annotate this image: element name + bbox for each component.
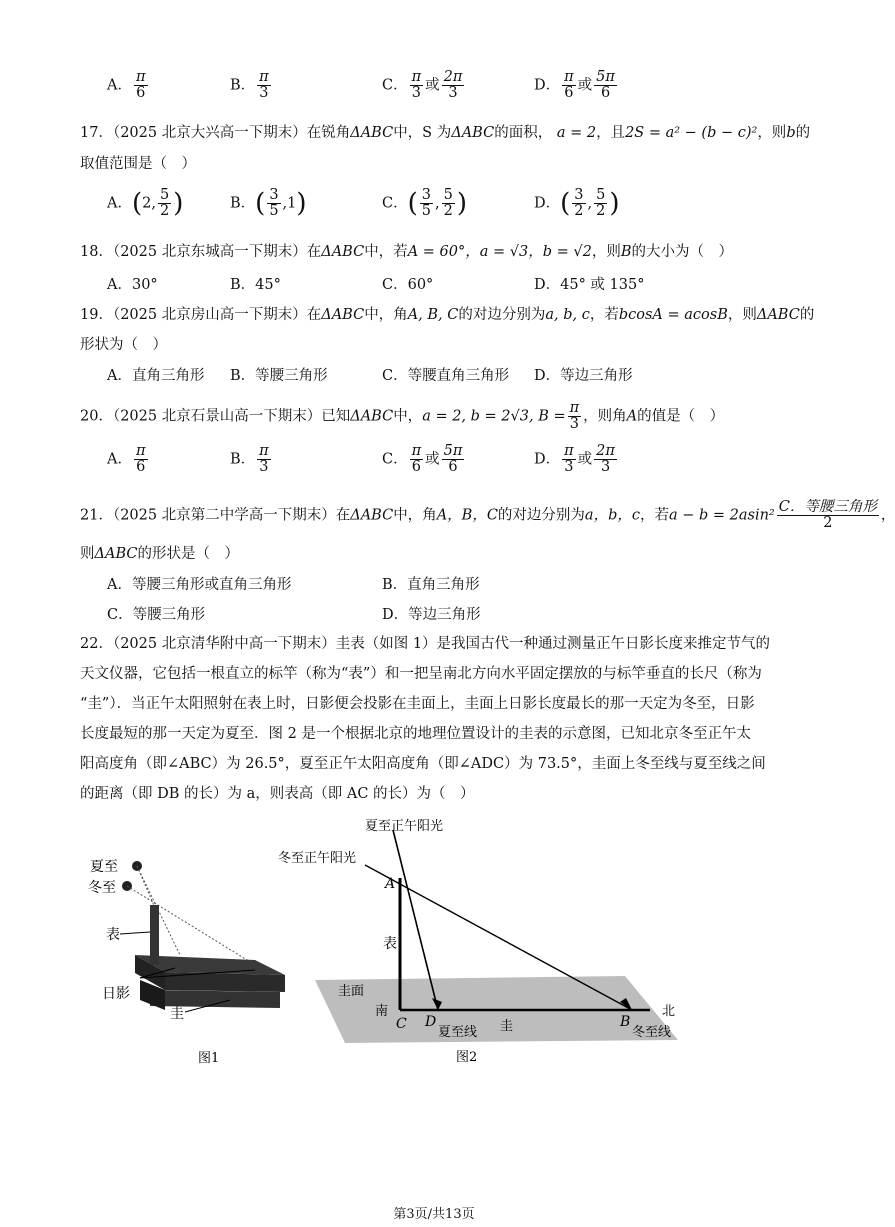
q17-stem-line2: 取值范围是（ ） [80, 156, 196, 172]
q16-option-c: C． $\frac{\pi}{3}$ 或 $\frac{2\pi}{3}$ [382, 69, 463, 102]
q19-option-a: A．直角三角形 [107, 368, 205, 384]
q22-line5: 阳高度角（即∠ABC）为 26.5°，夏至正午太阳高度角（即∠ADC）为 73.5°，圭面上冬至线与夏至线之间 [80, 756, 766, 772]
q17-option-d: D．( $\frac{3}{2}$ , $\frac{5}{2}$ ) [534, 187, 620, 220]
q17-option-c: C．( $\frac{3}{5}$ , $\frac{5}{2}$ ) [382, 187, 467, 220]
q17-stem-line1: 17．（2025 北京大兴高一下期末）在锐角ΔABC中，S 为ΔABC的面积， a = 2，且2S = a² − (b − c)²，则b的 [80, 125, 811, 141]
q22-line2: 天文仪器，它包括一根直立的标竿（称为“表”）和一把呈南北方向水平固定摆放的与标竿垂直的长尺（称为 [80, 666, 762, 682]
fig1-caption: 图1 [198, 1051, 220, 1066]
q22-line6: 的距离（即 DB 的长）为 a，则表高（即 AC 的长）为（ ） [80, 786, 475, 802]
fig2-label-winter-line: 冬至线 [632, 1025, 672, 1040]
fig2-caption: 图2 [456, 1050, 478, 1065]
q21-option-c: C．等腰三角形 [107, 607, 206, 623]
figure-1-gui-biao-photo [80, 840, 300, 1070]
fig2-label-b: B [620, 1014, 631, 1030]
q22-line3: “圭”）．当正午太阳照射在表上时，日影便会投影在圭面上，圭面上日影长度最长的那一天定为冬至，日影 [80, 696, 755, 712]
fig2-label-summer-light: 夏至正午阳光 [365, 819, 444, 834]
fig2-label-gui: 圭 [500, 1019, 514, 1034]
q21-stem-line1: 21．（2025 北京第二中学高一下期末）在ΔABC中，角A，B，C的对边分别为a，b，c，若a − b = 2asin² $\frac{\text{C．等腰三角形}}{2}$ ， [80, 499, 895, 532]
q20-option-b: B． $\frac{\pi}{3}$ [230, 443, 269, 476]
fig2-label-gui-face: 圭面 [338, 984, 365, 999]
q17-option-a: A．(2, $\frac{5}{2}$ ) [107, 187, 184, 220]
q18-option-c: C．60° [382, 277, 434, 293]
q20-option-a: A． $\frac{\pi}{6}$ [107, 443, 146, 476]
fig1-label-biao: 表 [106, 927, 120, 943]
fig2-label-winter-light: 冬至正午阳光 [278, 851, 357, 866]
fig1-label-winter: 冬至 [88, 880, 116, 896]
q21-option-b: B．直角三角形 [382, 577, 480, 593]
fig1-label-gui: 圭 [170, 1006, 184, 1022]
q22-line1: 22．（2025 北京清华附中高一下期末）圭表（如图 1）是我国古代一种通过测量正午日影长度来推定节气的 [80, 636, 771, 652]
fig2-label-a: A [385, 876, 396, 892]
fig2-label-biao: 表 [383, 936, 397, 952]
q20-option-d: D． $\frac{\pi}{3}$ 或 $\frac{2\pi}{3}$ [534, 443, 615, 476]
q17-option-b: B．( $\frac{3}{5}$ ,1) [230, 187, 307, 220]
figure-2-schematic [270, 810, 690, 1070]
q20-option-c: C． $\frac{\pi}{6}$ 或 $\frac{5\pi}{6}$ [382, 443, 463, 476]
biao-pole [150, 905, 159, 965]
fig2-label-south: 南 [375, 1004, 389, 1019]
fig2-label-c: C [396, 1016, 407, 1032]
q19-stem-line1: 19．（2025 北京房山高一下期末）在ΔABC中，角A, B, C的对边分别为a, b, c，若bcosA = acosB，则ΔABC的 [80, 307, 815, 323]
q19-option-b: B．等腰三角形 [230, 368, 328, 384]
q18-option-a: A．30° [107, 277, 158, 293]
q21-option-a: A．等腰三角形或直角三角形 [107, 577, 292, 593]
q18-option-d: D．45° 或 135° [534, 277, 645, 293]
fig1-label-summer: 夏至 [90, 859, 118, 875]
q19-stem-line2: 形状为（ ） [80, 337, 167, 353]
q21-stem-line2: 则ΔABC的形状是（ ） [80, 546, 239, 562]
q16-option-d: D． $\frac{\pi}{6}$ 或 $\frac{5\pi}{6}$ [534, 69, 615, 102]
q16-option-b: B． $\frac{\pi}{3}$ [230, 69, 269, 102]
fig2-label-summer-line: 夏至线 [438, 1025, 478, 1040]
page-footer: 第3页/共13页 [393, 1207, 475, 1222]
q19-option-c: C．等腰直角三角形 [382, 368, 510, 384]
q16-option-a: A． $\frac{\pi}{6}$ [107, 69, 146, 102]
q20-stem: 20．（2025 北京石景山高一下期末）已知ΔABC中，a = 2, b = 2√3, B = $\frac{\pi}{3}$ ，则角A的值是（ ） [80, 400, 725, 433]
fig2-label-north: 北 [662, 1004, 676, 1019]
q18-option-b: B．45° [230, 277, 281, 293]
fig1-label-shadow: 日影 [102, 986, 130, 1002]
fig2-label-d: D [425, 1014, 437, 1030]
q22-line4: 长度最短的那一天定为夏至．图 2 是一个根据北京的地理位置设计的圭表的示意图，已知北京冬至正午太 [80, 726, 751, 742]
q19-option-d: D．等边三角形 [534, 368, 633, 384]
q21-option-d: D．等边三角形 [382, 607, 481, 623]
q18-stem: 18．（2025 北京东城高一下期末）在ΔABC中，若A = 60°，a = √3，b = √2，则B的大小为（ ） [80, 244, 733, 260]
